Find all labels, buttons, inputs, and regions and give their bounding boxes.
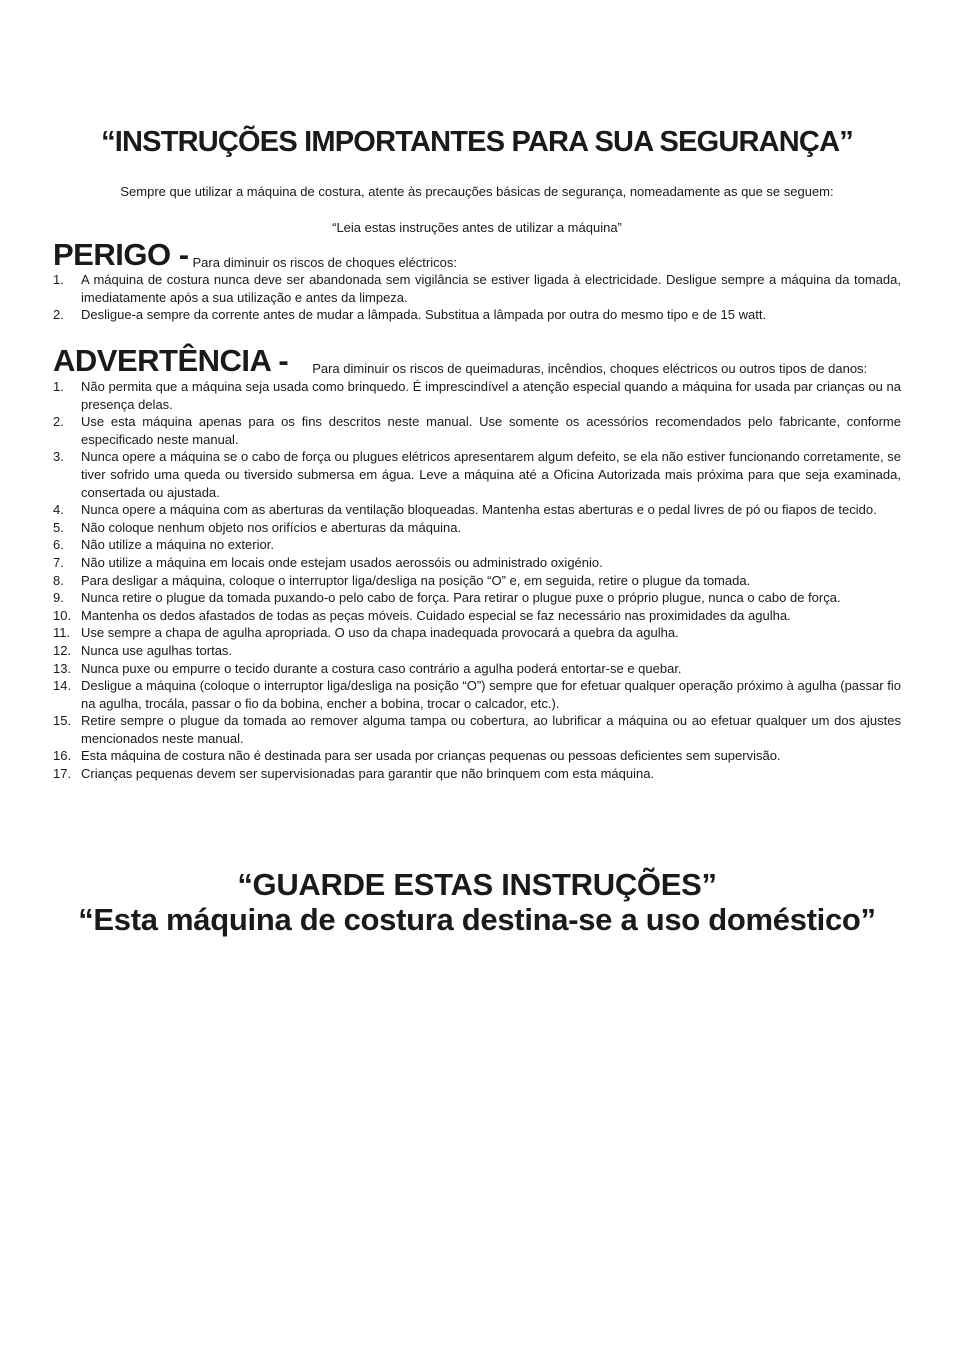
- danger-section: [53, 237, 901, 324]
- item-text: Esta máquina de costura não é destinada para ser usada por crianças pequenas ou pessoas deficientes sem supervisão.: [81, 748, 781, 764]
- item-text: Use esta máquina apenas para os fins descritos neste manual. Use somente os acessórios recomendados pelo fabricante, conforme especificado neste manual.: [81, 414, 901, 447]
- list-item: [53, 572, 901, 590]
- item-text: Mantenha os dedos afastados de todas as peças móveis. Cuidado especial se faz necessário nas proximidades da agulha.: [81, 607, 791, 623]
- list-item: [53, 378, 901, 413]
- list-item: [53, 607, 901, 625]
- list-item: [53, 589, 901, 607]
- closing-subheading: “Esta máquina de costura destina-se a uso doméstico”: [78, 902, 876, 937]
- item-number: 8.: [53, 572, 64, 588]
- item-number: 13.: [53, 660, 72, 676]
- page-title: “INSTRUÇÕES IMPORTANTES PARA SUA SEGURANÇA”: [101, 126, 853, 158]
- item-number: 1.: [53, 379, 64, 394]
- item-number: 1.: [53, 272, 64, 287]
- warning-description: Para diminuir os riscos de queimaduras, incêndios, choques eléctricos ou outros tipos de danos:: [312, 361, 868, 376]
- danger-description: Para diminuir os riscos de choques eléctricos:: [192, 255, 457, 270]
- item-text: A máquina de costura nunca deve ser abandonada sem vigilância se estiver ligada à electricidade. Desligue sempre a máquina da tomada, imediatamente após a sua utilização e antes da limpeza.: [81, 272, 901, 305]
- read-note: “Leia estas instruções antes de utilizar a máquina”: [332, 220, 622, 235]
- list-item: [53, 271, 901, 306]
- item-number: 10.: [53, 607, 72, 623]
- item-number: 15.: [53, 713, 72, 729]
- warning-heading-row: [53, 343, 901, 378]
- item-text: Não coloque nenhum objeto nos orifícios e aberturas da máquina.: [81, 519, 462, 535]
- item-text: Nunca use agulhas tortas.: [81, 642, 233, 658]
- item-number: 16.: [53, 748, 72, 764]
- warning-list: [53, 378, 901, 783]
- danger-heading-row: [53, 237, 901, 272]
- item-number: 4.: [53, 502, 64, 518]
- item-number: 2.: [53, 414, 64, 430]
- danger-heading: PERIGO -: [53, 237, 189, 272]
- list-item: [53, 660, 901, 678]
- item-number: 6.: [53, 537, 64, 553]
- item-text: Não utilize a máquina em locais onde estejam usados aerossóis ou administrado oxigénio.: [81, 554, 603, 570]
- list-item: [53, 642, 901, 660]
- item-text: Use sempre a chapa de agulha apropriada. O uso da chapa inadequada provocará a quebra da agulha.: [81, 625, 679, 641]
- list-item: [53, 306, 901, 324]
- list-item: [53, 501, 901, 519]
- list-item: [53, 747, 901, 765]
- item-text: Desligue a máquina (coloque o interruptor liga/desliga na posição “O”) sempre que for efetuar qualquer operação próximo à agulha (passar fio na agulha, trocála, passar o fio da bobina, encher a bobina, trocar o calcador, etc.).: [81, 678, 901, 711]
- item-number: 17.: [53, 766, 72, 782]
- item-text: Crianças pequenas devem ser supervisionadas para garantir que não brinquem com esta máquina.: [81, 766, 655, 782]
- danger-list: [53, 271, 901, 324]
- list-item: [53, 519, 901, 537]
- list-item: [53, 448, 901, 501]
- item-text: Para desligar a máquina, coloque o interruptor liga/desliga na posição “O” e, em seguida, retire o plugue da tomada.: [81, 572, 751, 588]
- closing-heading: “GUARDE ESTAS INSTRUÇÕES”: [237, 867, 717, 902]
- item-number: 5.: [53, 519, 64, 535]
- list-item: [53, 413, 901, 448]
- list-item: [53, 677, 901, 712]
- item-number: 12.: [53, 642, 72, 658]
- intro-text: Sempre que utilizar a máquina de costura, atente às precauções básicas de segurança, nomeadamente as que se seguem:: [120, 184, 834, 199]
- item-number: 7.: [53, 554, 64, 570]
- list-item: [53, 712, 901, 747]
- item-number: 3.: [53, 449, 64, 465]
- item-text: Não utilize a máquina no exterior.: [81, 537, 274, 553]
- warning-heading: ADVERTÊNCIA -: [53, 343, 289, 378]
- list-item: [53, 536, 901, 554]
- item-number: 14.: [53, 678, 72, 694]
- warning-section: [53, 343, 901, 783]
- item-text: Nunca opere a máquina com as aberturas da ventilação bloqueadas. Mantenha estas aberturas e o pedal livres de pó ou fiapos de tecido.: [81, 502, 877, 518]
- item-number: 2.: [53, 307, 64, 323]
- item-text: Desligue-a sempre da corrente antes de mudar a lâmpada. Substitua a lâmpada por outra do mesmo tipo e de 15 watt.: [81, 307, 767, 323]
- list-item: [53, 554, 901, 572]
- item-number: 9.: [53, 590, 64, 606]
- item-text: Não permita que a máquina seja usada como brinquedo. É imprescindível a atenção especial quando a máquina for usada par crianças ou na presença delas.: [81, 379, 901, 412]
- item-text: Nunca puxe ou empurre o tecido durante a costura caso contrário a agulha poderá entortar-se e quebar.: [81, 660, 682, 676]
- list-item: [53, 624, 901, 642]
- item-text: Nunca retire o plugue da tomada puxando-o pelo cabo de força. Para retirar o plugue puxe o próprio plugue, nunca o cabo de força.: [81, 590, 841, 606]
- item-text: Nunca opere a máquina se o cabo de força ou plugues elétricos apresentarem algum defeito, se ela não estiver funcionando corretamente, se tiver sofrido uma queda ou tiversido submersa em água. Leve a máquina até a Oficina Autorizada mais próxima para que seja examinada, consertada ou ajustada.: [81, 449, 901, 500]
- item-text: Retire sempre o plugue da tomada ao remover alguma tampa ou cobertura, ao lubrificar a máquina ou ao efetuar qualquer um dos ajustes mencionados neste manual.: [81, 713, 901, 746]
- list-item: [53, 765, 901, 783]
- item-number: 11.: [53, 625, 71, 641]
